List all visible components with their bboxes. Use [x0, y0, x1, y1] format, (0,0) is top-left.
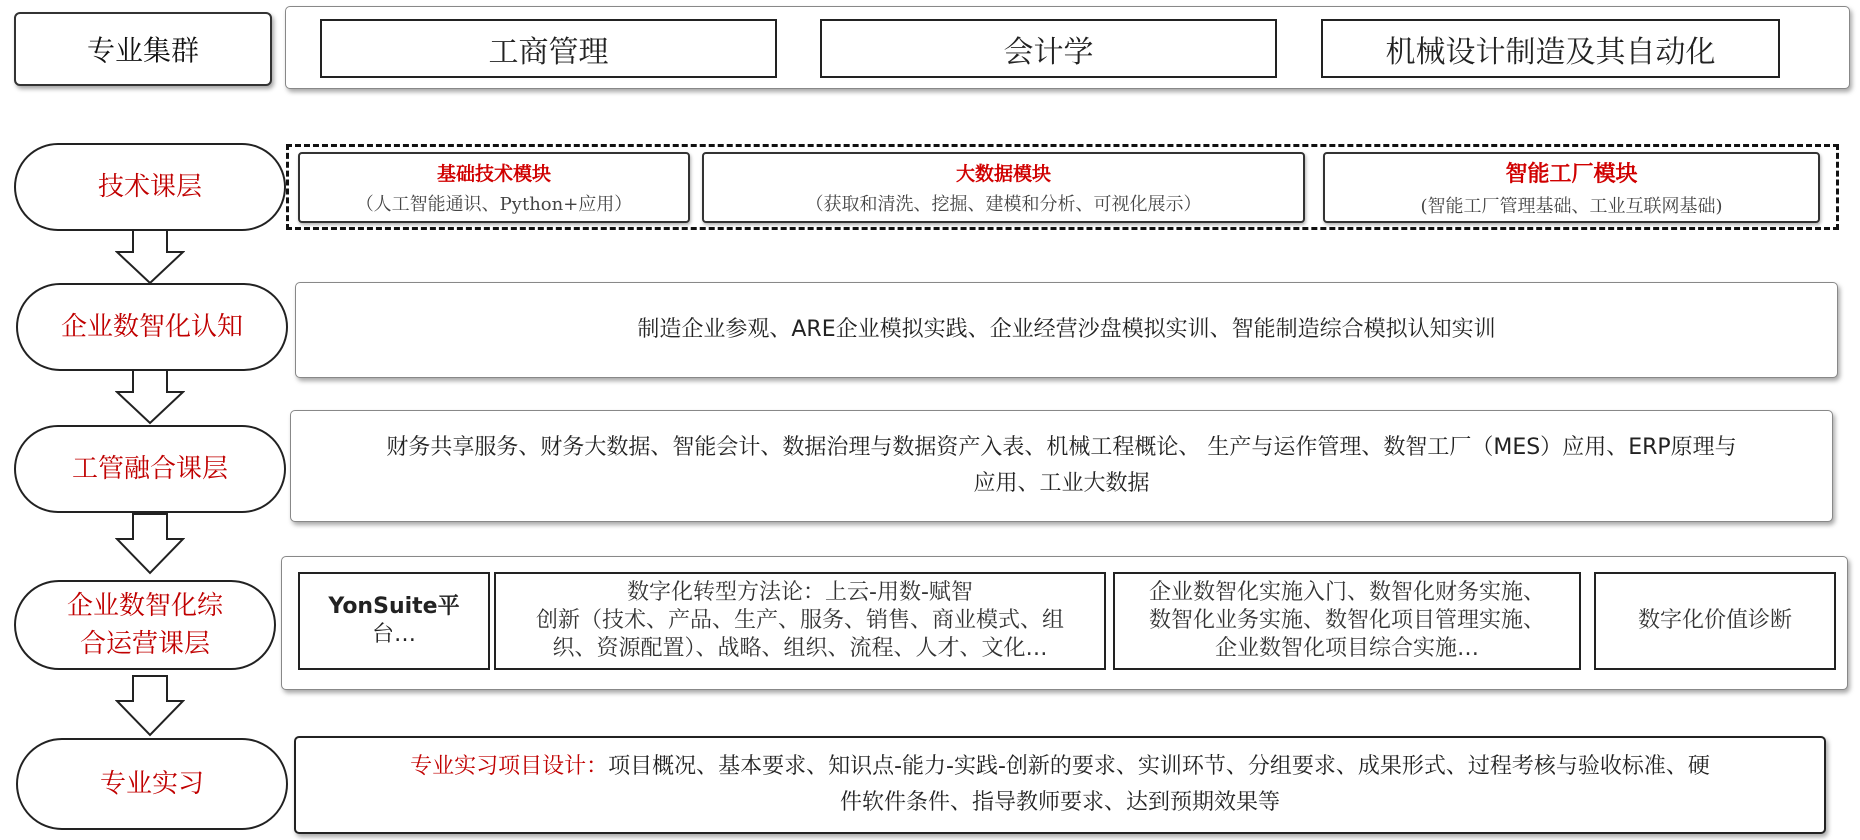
method-line1: 数字化转型方法论：上云-用数-赋智	[627, 580, 973, 605]
module-smart-factory	[1323, 152, 1820, 223]
fusion-layer-label	[14, 425, 286, 513]
internship-line1: 项目概况、基本要求、知识点-能力-实践-创新的要求、实训环节、分组要求、成果形式、过程考核与验收标准、硬	[608, 754, 1710, 779]
fusion-panel	[290, 410, 1833, 522]
box-platform	[298, 572, 490, 670]
module-basic-tech-title: 基础技术模块	[436, 163, 551, 185]
operation-layer-label	[14, 580, 276, 670]
major-box-mechanical	[1321, 19, 1780, 78]
method-line2: 创新（技术、产品、生产、服务、销售、商业模式、组	[535, 608, 1064, 633]
box-implementation	[1113, 572, 1581, 670]
fusion-content-line2: 应用、工业大数据	[973, 471, 1150, 496]
platform-line1: YonSuite平	[328, 594, 460, 619]
tech-layer-label-text: 技术课层	[97, 172, 202, 202]
operation-label-line1: 企业数智化综	[66, 591, 223, 621]
fusion-content-line1: 财务共享服务、财务大数据、智能会计、数据治理与数据资产入表、机械工程概论、 生产与运作管理、数智工厂（MES）应用、ERP原理与	[386, 435, 1737, 460]
module-big-data-desc: （获取和清洗、挖掘、建模和分析、可视化展示）	[805, 194, 1202, 215]
cluster-label-text: 专业集群	[86, 34, 199, 67]
down-arrow-icon	[115, 675, 185, 737]
internship-panel	[294, 736, 1826, 834]
box-methodology	[494, 572, 1106, 670]
major-business-text: 工商管理	[488, 34, 609, 70]
cognition-layer-label-text: 企业数智化认知	[60, 312, 243, 342]
implement-line1: 企业数智化实施入门、数智化财务实施、	[1148, 580, 1545, 605]
down-arrow-icon	[115, 513, 185, 575]
module-basic-tech-desc: （人工智能通识、Python+应用）	[355, 194, 633, 215]
internship-layer-label	[16, 738, 288, 830]
cluster-label	[14, 12, 272, 86]
internship-line2: 件软件条件、指导教师要求、达到预期效果等	[839, 790, 1280, 815]
module-big-data-title: 大数据模块	[955, 163, 1051, 185]
method-line3: 织、资源配置）、战略、组织、流程、人才、文化…	[552, 636, 1048, 661]
diagnosis-text: 数字化价值诊断	[1637, 608, 1792, 633]
operation-label-line2: 合运营课层	[79, 629, 210, 659]
module-big-data	[702, 152, 1305, 223]
cognition-content: 制造企业参观、ARE企业模拟实践、企业经营沙盘模拟实训、智能制造综合模拟认知实训	[637, 317, 1496, 342]
implement-line2: 数智化业务实施、数智化项目管理实施、	[1148, 608, 1545, 633]
internship-lead: 专业实习项目设计：	[410, 754, 609, 779]
module-smart-factory-title: 智能工厂模块	[1505, 161, 1638, 187]
box-value-diagnosis	[1594, 572, 1836, 670]
internship-line1-wrap	[410, 749, 1710, 785]
cognition-panel	[295, 282, 1838, 378]
platform-line2: 台…	[371, 622, 416, 647]
down-arrow-icon	[115, 229, 185, 285]
module-basic-tech	[298, 152, 690, 223]
major-box-business	[320, 19, 777, 78]
cognition-layer-label	[16, 283, 288, 371]
tech-layer-label	[14, 143, 286, 231]
implement-line3: 企业数智化项目综合实施…	[1214, 636, 1479, 661]
module-smart-factory-desc: (智能工厂管理基础、工业互联网基础)	[1420, 196, 1723, 217]
major-box-accounting	[820, 19, 1277, 78]
down-arrow-icon	[115, 369, 185, 425]
fusion-layer-label-text: 工管融合课层	[71, 454, 228, 484]
major-mechanical-text: 机械设计制造及其自动化	[1385, 34, 1716, 70]
internship-layer-label-text: 专业实习	[99, 769, 204, 799]
major-accounting-text: 会计学	[1003, 34, 1094, 70]
